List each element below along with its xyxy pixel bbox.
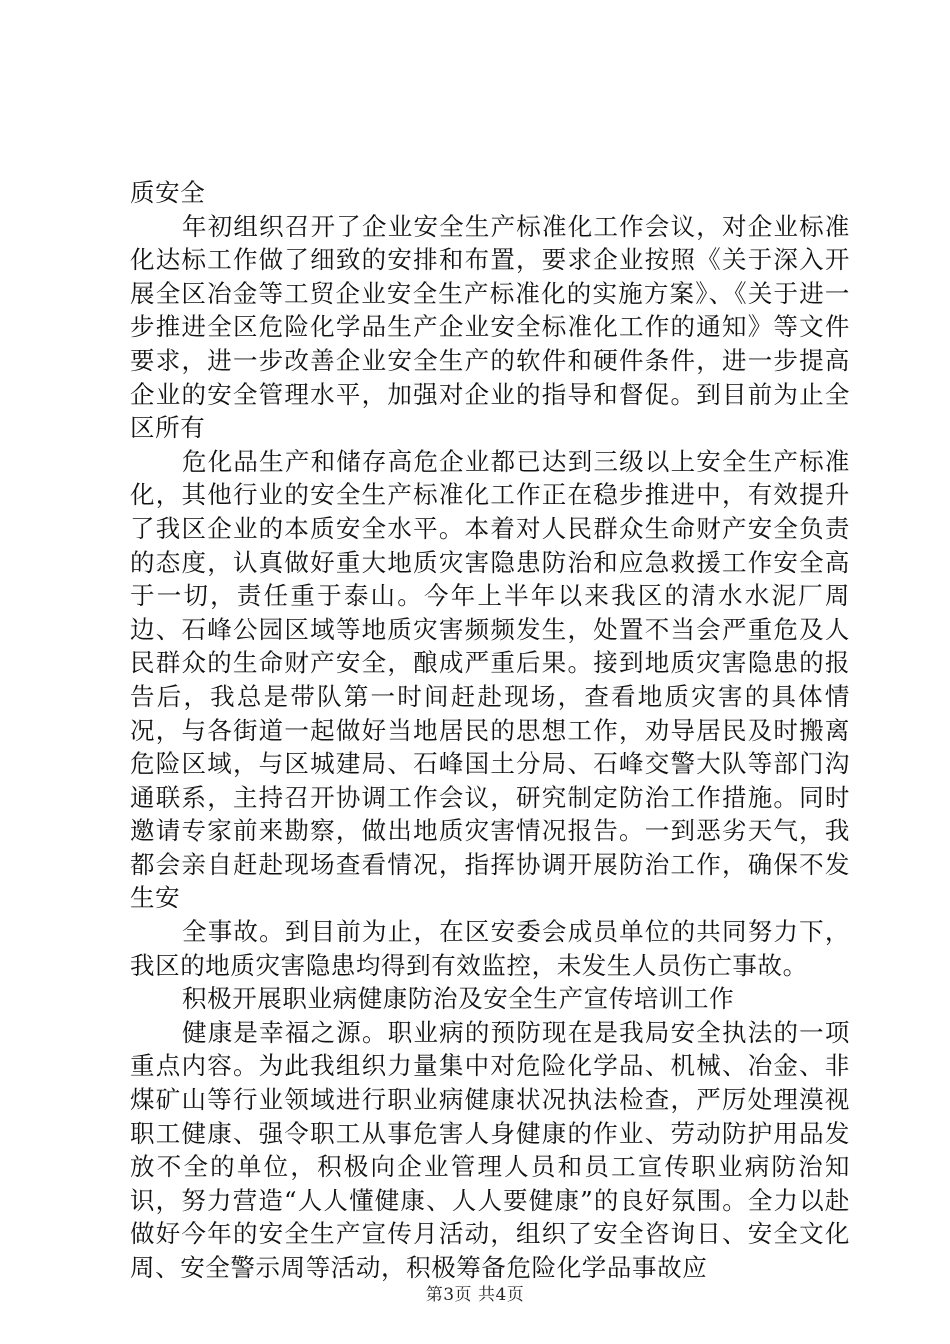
page-number-footer: 第3页 共4页 — [425, 1285, 525, 1305]
section-heading: 积极开展职业病健康防治及安全生产宣传培训工作 — [182, 984, 735, 1014]
paragraph: 危化品生产和储存高危企业都已达到三级以上安全生产标准化，其他行业的安全生产标准化工作正在稳步推进中，有效提升了我区企业的本质安全水平。本着对人民群众生命财产安全负责的态度，认真做好重大地质灾害隐患防治和应急救援工作安全高于一切，责任重于泰山。今年上半年以来我区的清水水泥厂周边、石峰公园区域等地质灾害频频发生，处置不当会严重危及人民群众的生命财产安全，酿成严重后果。接到地质灾害隐患的报告后，我总是带队第一时间赶赴现场，查看地质灾害的具体情况，与各街道一起做好当地居民的思想工作，劝导居民及时搬离危险区域，与区城建局、石峰国土分局、石峰交警大队等部门沟通联系，主持召开协调工作会议，研究制定防治工作措施。同时邀请专家前来勘察，做出地质灾害情况报告。一到恶劣天气，我都会亲自赶赴现场查看情况，指挥协调开展防治工作，确保不发生安 — [130, 446, 850, 913]
paragraph: 全事故。到目前为止，在区安委会成员单位的共同努力下，我区的地质灾害隐患均得到有效监控，未发生人员伤亡事故。 — [130, 917, 850, 980]
paragraph: 健康是幸福之源。职业病的预防现在是我局安全执法的一项重点内容。为此我组织力量集中对危险化学品、机械、冶金、非煤矿山等行业领域进行职业病健康状况执法检查，严厉处理漠视职工健康、强令职工从事危害人身健康的作业、劳动防护用品发放不全的单位，积极向企业管理人员和员工宣传职业病防治知识，努力营造“人人懂健康、人人要健康”的良好氛围。全力以赴做好今年的安全生产宣传月活动，组织了安全咨询日、安全文化周、安全警示周等活动，积极筹备危险化学品事故应 — [130, 1017, 850, 1282]
document-body — [130, 176, 850, 1285]
paragraph: 质安全 — [130, 178, 206, 207]
paragraph: 年初组织召开了企业安全生产标准化工作会议，对企业标准化达标工作做了细致的安排和布置，要求企业按照《关于深入开展全区冶金等工贸企业安全生产标准化的实施方案》、《关于进一步推进全区危险化学品生产企业安全标准化工作的通知》等文件要求，进一步改善企业安全生产的软件和硬件条件，进一步提高企业的安全管理水平，加强对企业的指导和督促。到目前为止全区所有 — [130, 211, 850, 443]
